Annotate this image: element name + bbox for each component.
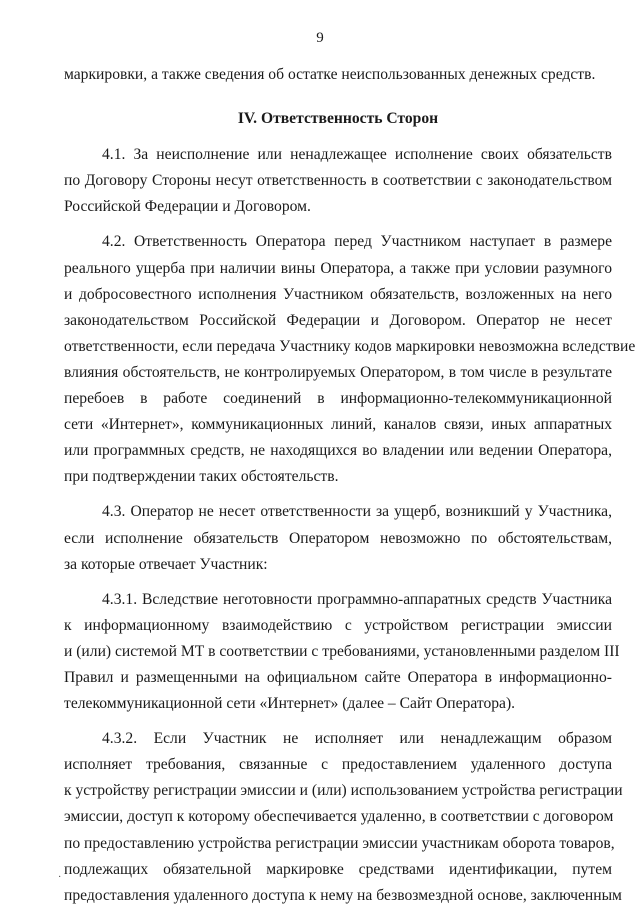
- text-line: телекоммуникационной сети «Интернет» (далее – Сайт Оператора).: [64, 695, 516, 713]
- text-line: при подтверждении таких обстоятельств.: [64, 468, 339, 486]
- scan-speck: ·: [58, 872, 62, 883]
- text-line: подлежащих обязательной маркировке средствами идентификации, путем: [64, 860, 612, 878]
- text-line: или программных средств, не находящихся во владении или ведении Оператора,: [64, 442, 612, 460]
- text-line: перебоев в работе соединений в информационно-телекоммуникационной: [64, 390, 612, 408]
- text-line: Российской Федерации и Договором.: [64, 198, 311, 216]
- text-line: к информационному взаимодействию с устройством регистрации эмиссии: [64, 616, 612, 634]
- text-line: эмиссии, доступ к которому обеспечивается удаленно, в соответствии с договором: [64, 808, 614, 826]
- text-line: законодательством Российской Федерации и Договором. Оператор не несет: [64, 311, 612, 329]
- text-line: и добросовестного исполнения Участником обязательств, возложенных на него: [64, 285, 612, 303]
- text-line: 4.3. Оператор не несет ответственности за ущерб, возникший у Участника,: [102, 503, 612, 521]
- text-line: предоставления удаленного доступа к нему на безвозмездной основе, заключенным: [64, 886, 622, 904]
- text-line: исполняет требования, связанные с предоставлением удаленного доступа: [64, 756, 612, 774]
- text-line: и (или) системой МТ в соответствии с требованиями, установленными разделом III: [64, 642, 620, 660]
- text-line: влияния обстоятельств, не контролируемых Оператором, в том числе в результате: [64, 363, 612, 381]
- text-line: 4.3.1. Вследствие неготовности программно-аппаратных средств Участника: [102, 590, 612, 608]
- paragraph-4-3-1: [64, 587, 620, 717]
- text-line: к устройству регистрации эмиссии и (или) использованием устройства регистрации: [64, 782, 623, 800]
- document-body: [64, 62, 636, 909]
- text-line: по Договору Стороны несут ответственность в соответствии с законодательством: [64, 172, 612, 190]
- paragraph-4-2: [64, 229, 636, 490]
- text-line: 4.3.2. Если Участник не исполняет или ненадлежащим образом: [102, 730, 612, 748]
- paragraph-4-1: [64, 142, 612, 220]
- section-heading: IV. Ответственность Сторон: [237, 110, 439, 128]
- text-line: ответственности, если передача Участнику кодов маркировки невозможна вследствие: [64, 337, 636, 355]
- text-line: за которые отвечает Участник:: [64, 555, 268, 573]
- text-line: маркировки, а также сведения об остатке неиспользованных денежных средств.: [64, 66, 596, 83]
- text-line: по предоставлению устройства регистрации эмиссии участникам оборота товаров,: [64, 834, 615, 852]
- text-line: 4.2. Ответственность Оператора перед Участником наступает в размере: [102, 233, 612, 251]
- text-line: если исполнение обязательств Оператором невозможно по обстоятельствам,: [64, 529, 612, 547]
- paragraph-4-3: [64, 499, 612, 577]
- text-line: Правил и размещенными на официальном сайте Оператора в информационно-: [64, 668, 612, 686]
- text-line: 4.1. За неисполнение или ненадлежащее исполнение своих обязательств: [102, 146, 612, 164]
- text-line: реального ущерба при наличии вины Оператора, а также при условии разумного: [64, 259, 612, 277]
- page-number: 9: [316, 30, 324, 46]
- paragraph-intro: [64, 62, 612, 88]
- text-line: сети «Интернет», коммуникационных линий, каналов связи, иных аппаратных: [64, 416, 612, 434]
- paragraph-4-3-2: [64, 726, 623, 909]
